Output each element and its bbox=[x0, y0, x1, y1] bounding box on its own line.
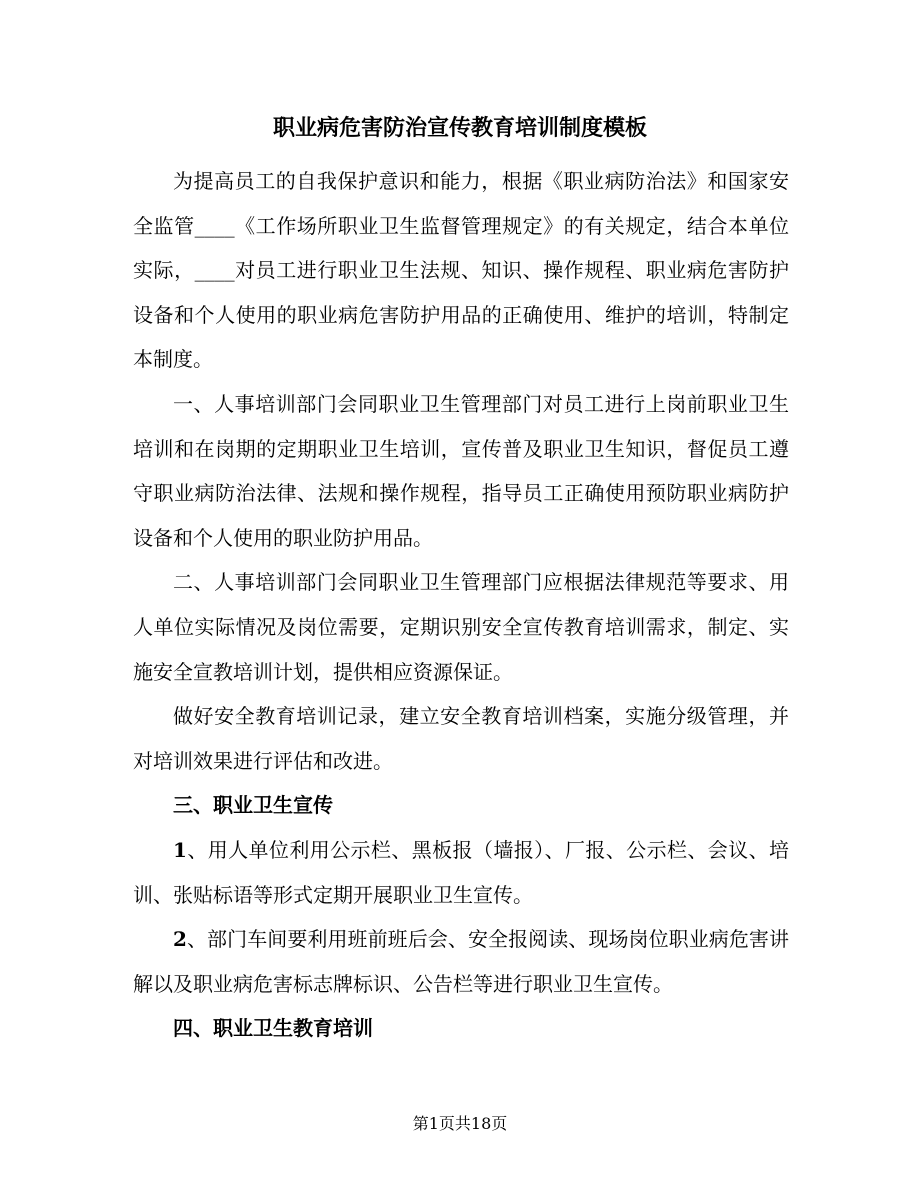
publicity-item-2 bbox=[133, 917, 789, 1006]
item-text: 、部门车间要利用班前班后会、安全报阅读、现场岗位职业病危害讲解以及职业病危害标志牌标识、公告栏等进行职业卫生宣传。 bbox=[133, 927, 789, 996]
document-body bbox=[133, 159, 789, 1051]
intro-paragraph: 为提高员工的自我保护意识和能力，根据《职业病防治法》和国家安全监管____《工作场所职业卫生监督管理规定》的有关规定，结合本单位实际，____对员工进行职业卫生法规、知识、操作规程、职业病危害防护设备和个人使用的职业病危害防护用品的正确使用、维护的培训，特制定本制度。 bbox=[133, 169, 789, 372]
section-heading-training: 四、职业卫生教育培训 bbox=[173, 1016, 373, 1041]
page-number: 第1页共18页 bbox=[412, 1114, 508, 1133]
records-paragraph: 做好安全教育培训记录，建立安全教育培训档案，实施分级管理，并对培训效果进行评估和改进。 bbox=[133, 704, 789, 773]
item-number: 2 bbox=[173, 927, 187, 952]
document-title: 职业病危害防治宣传教育培训制度模板 bbox=[272, 115, 647, 141]
item-number: 1 bbox=[173, 837, 187, 862]
item-text: 、用人单位利用公示栏、黑板报（墙报）、厂报、公示栏、会议、培训、张贴标语等形式定期开展职业卫生宣传。 bbox=[133, 837, 789, 907]
clause-one-paragraph: 一、人事培训部门会同职业卫生管理部门对员工进行上岗前职业卫生培训和在岗期的定期职业卫生培训，宣传普及职业卫生知识，督促员工遵守职业病防治法律、法规和操作规程，指导员工正确使用预防职业病防护设备和个人使用的职业防护用品。 bbox=[133, 391, 789, 550]
publicity-item-1 bbox=[133, 828, 789, 917]
section-heading-publicity: 三、职业卫生宣传 bbox=[173, 793, 333, 818]
clause-two-paragraph: 二、人事培训部门会同职业卫生管理部门应根据法律规范等要求、用人单位实际情况及岗位需要，定期识别安全宣传教育培训需求，制定、实施安全宣教培训计划，提供相应资源保证。 bbox=[133, 570, 789, 684]
